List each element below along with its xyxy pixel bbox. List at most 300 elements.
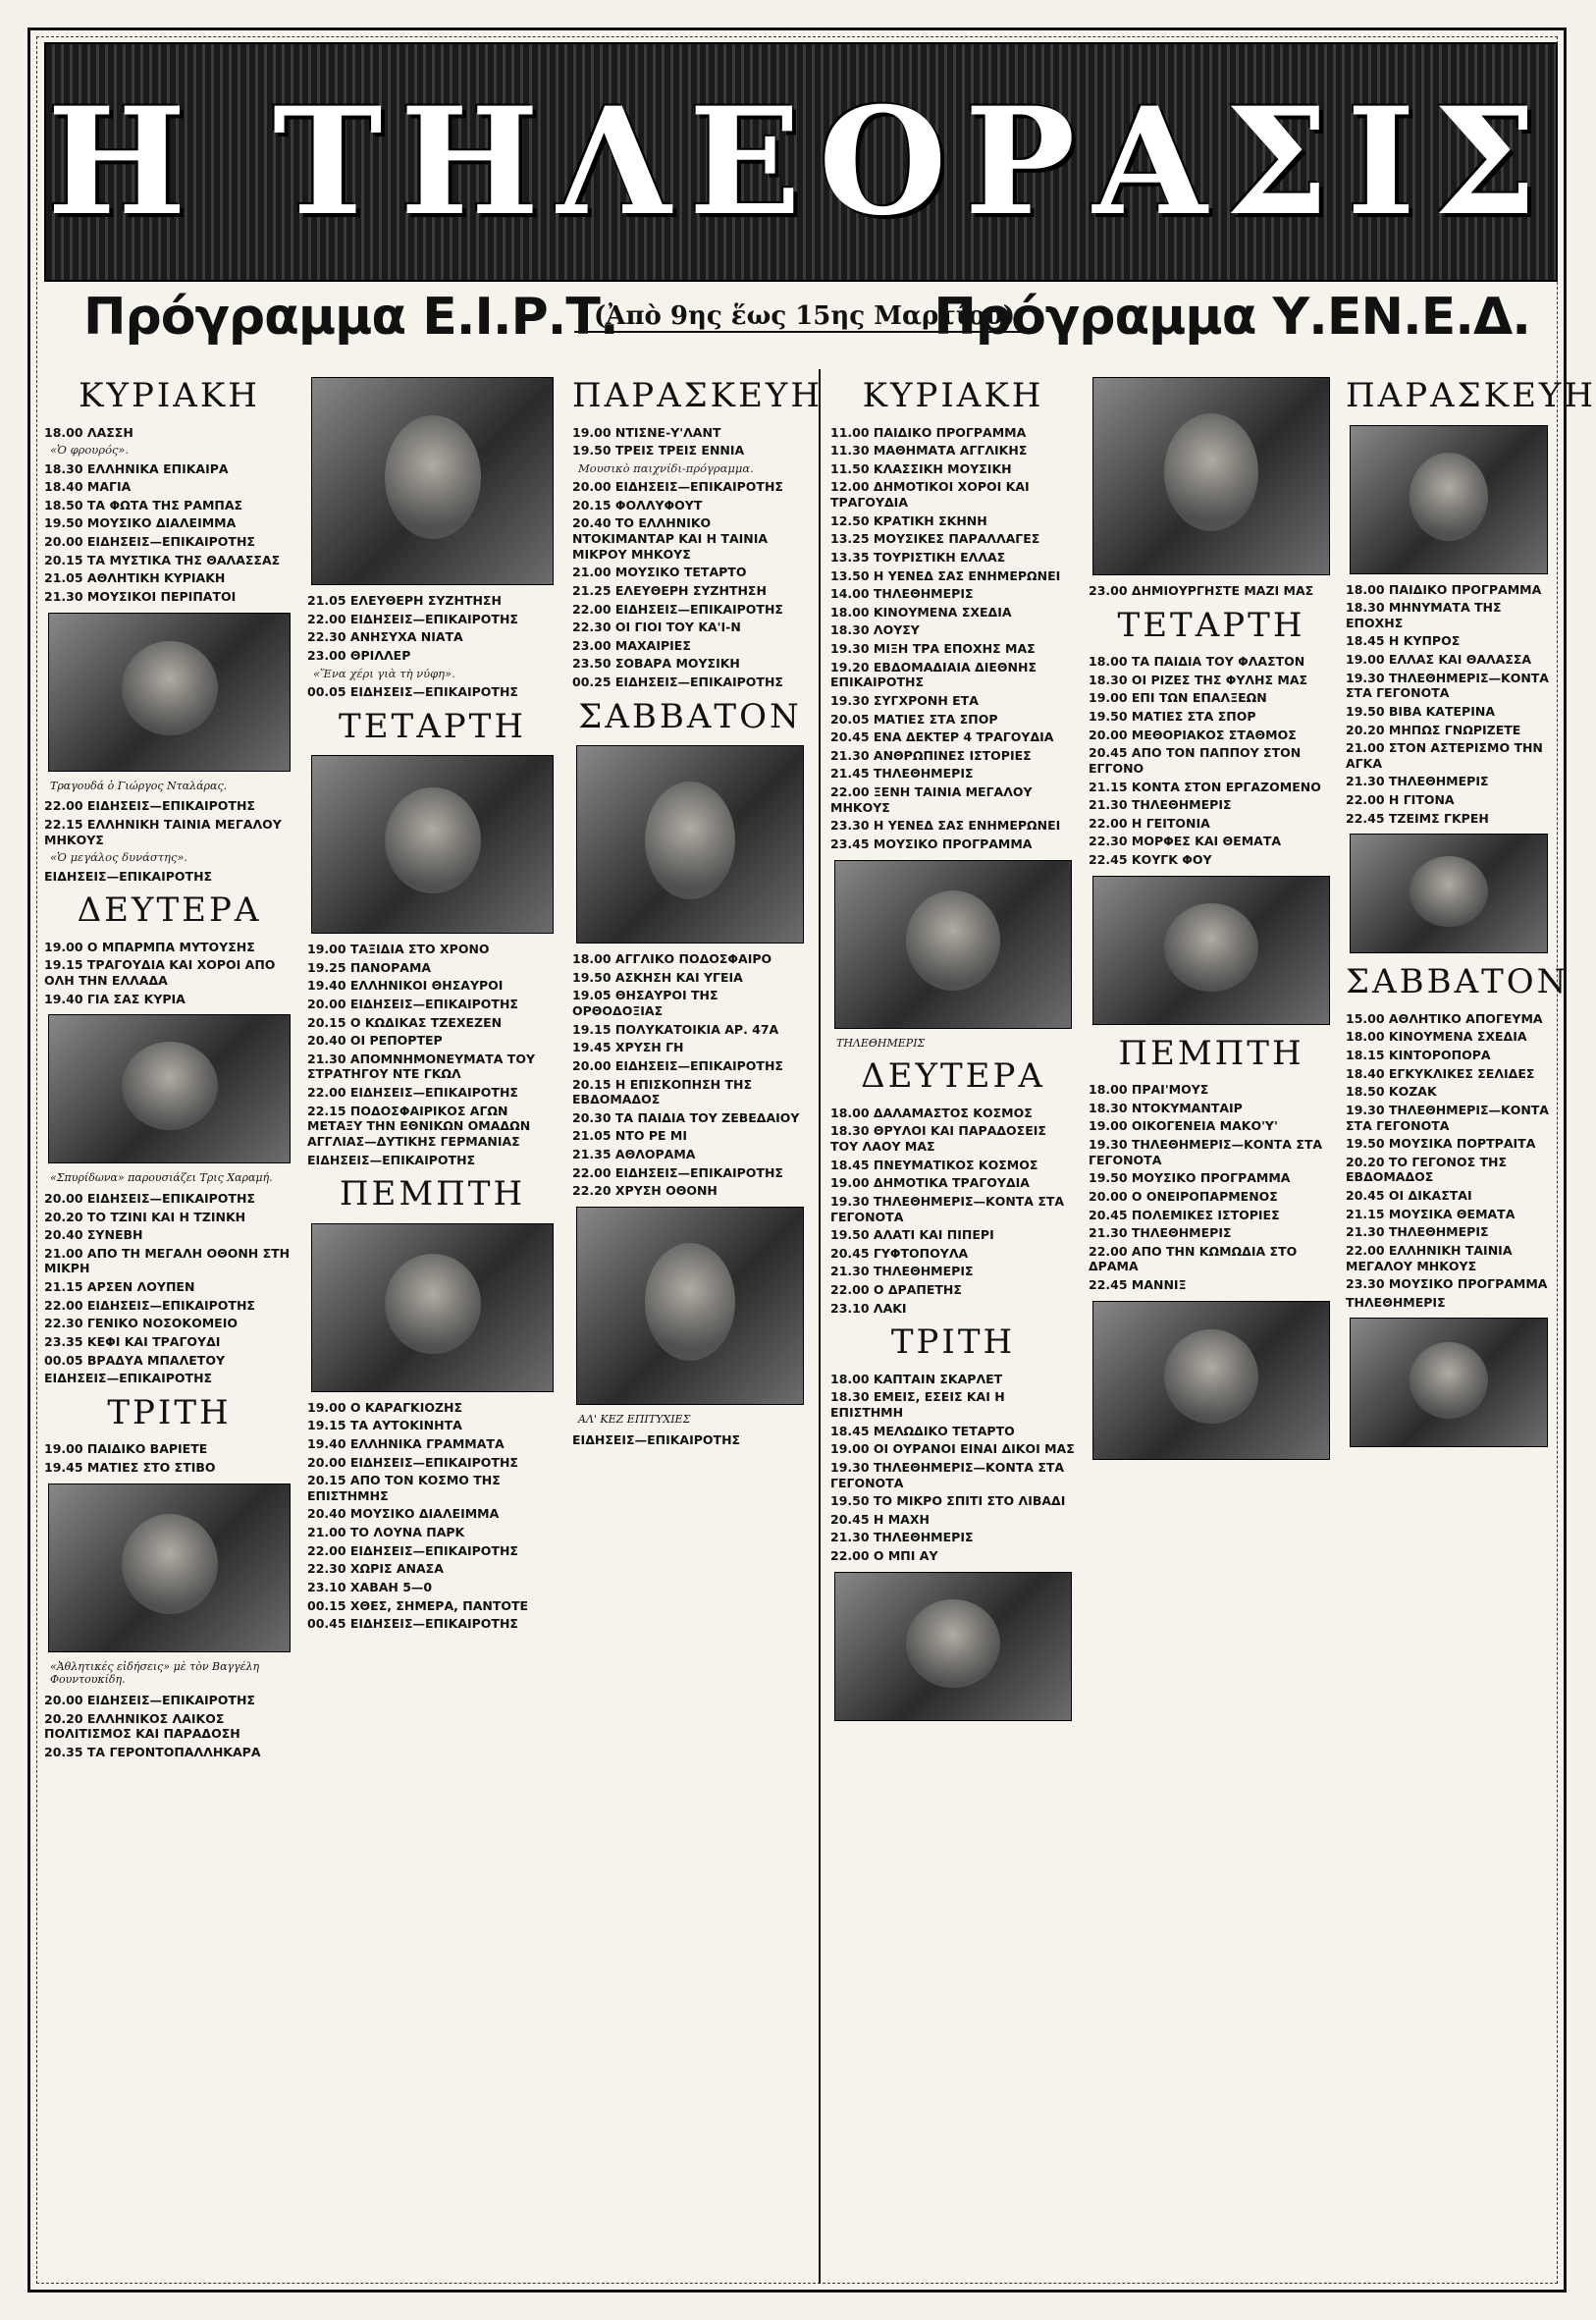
program-listing [44,798,294,814]
program-listing [1089,583,1334,599]
program-title: 19.00 ΕΛΛΑΣ ΚΑΙ ΘΑΛΑΣΣΑ [1346,652,1532,667]
program-title: 23.45 ΜΟΥΣΙΚΟ ΠΡΟΓΡΑΜΜΑ [830,836,1033,851]
day-heading: ΚΥΡΙΑΚΗ [79,376,260,415]
program-listing [307,629,558,645]
program-title: 23.00 ΘΡΙΛΛΕΡ [307,647,411,663]
program-listing [572,1040,808,1055]
day-heading: ΠΑΡΑΣΚΕΥΗ [572,376,823,415]
program-title: 19.40 ΕΛΛΗΝΙΚΟΙ ΘΗΣΑΥΡΟΙ [307,978,504,994]
program-listing [307,1616,558,1632]
program-listing [1346,792,1552,808]
column-4 [830,369,1076,2284]
program-title: 22.00 ΕΙΔΗΣΕΙΣ—ΕΠΙΚΑΙΡΟΤΗΣ [572,601,783,617]
program-title: 22.00 ΕΙΔΗΣΕΙΣ—ΕΠΙΚΑΙΡΟΤΗΣ [307,611,518,626]
program-listing [830,1530,1076,1545]
program-listing [572,970,808,986]
program-title: 11.30 ΜΑΘΗΜΑΤΑ ΑΓΓΛΙΚΗΣ [830,443,1028,459]
program-title: 21.30 ΤΗΛΕΘΗΜΕΡΙΣ [830,1264,974,1279]
program-title: 23.35 ΚΕΦΙ ΚΑΙ ΤΡΑΓΟΥΔΙ [44,1333,221,1349]
program-title: 21.30 ΜΟΥΣΙΚΟΙ ΠΕΡΙΠΑΤΟΙ [44,588,237,604]
program-listing [1089,690,1334,706]
day-heading: ΣΑΒΒΑΤΟΝ [1346,962,1569,1002]
program-title: 19.50 ΒΙΒΑ ΚΑΤΕΡΙΝΑ [1346,703,1495,719]
program-listing [307,1598,558,1614]
program-title: 22.30 ΑΝΗΣΥΧΑ ΝΙΑΤΑ [307,629,463,645]
program-listing [1346,723,1552,738]
program-title: 18.00 ΑΓΓΛΙΚΟ ΠΟΔΟΣΦΑΙΡΟ [572,951,772,967]
photo-caption: ΤΗΛΕΘΗΜΕΡΙΣ [836,1036,926,1050]
program-title: 20.35 ΤΑ ΓΕΡΟΝΤΟΠΑΛΛΗΚΑΡΑ [44,1744,261,1759]
program-title: 19.50 ΑΣΚΗΣΗ ΚΑΙ ΥΓΕΙΑ [572,969,743,985]
banner-title: Η ΤΗΛΕΟΡΑΣΙΣ [46,76,1556,248]
program-description: «Ὁ μεγάλος δυνάστης». [50,850,188,865]
program-title: 18.30 ΜΗΝΥΜΑΤΑ ΤΗΣ ΕΠΟΧΗΣ [1346,600,1502,630]
column-6 [1346,369,1596,2284]
photo [1350,834,1548,953]
program-listing [1346,1224,1552,1240]
program-title: 00.05 ΕΙΔΗΣΕΙΣ—ΕΠΙΚΑΙΡΟΤΗΣ [307,683,518,699]
program-title: 23.00 ΔΗΜΙΟΥΡΓΗΣΤΕ ΜΑΖΙ ΜΑΣ [1089,583,1314,598]
program-title: 19.50 ΤΟ ΜΙΚΡΟ ΣΠΙΤΙ ΣΤΟ ΛΙΒΑΔΙ [830,1493,1066,1509]
program-listing [830,818,1076,834]
program-listing [44,1693,294,1708]
program-title: 20.40 ΜΟΥΣΙΚΟ ΔΙΑΛΕΙΜΜΑ [307,1506,500,1522]
photo [834,1572,1072,1721]
program-title: 19.50 ΜΟΥΣΙΚΟ ΠΡΟΓΡΑΜΜΑ [1089,1170,1291,1186]
program-listing [572,498,808,513]
program-title: 20.45 ΓΥΦΤΟΠΟΥΛΑ [830,1245,969,1261]
photo-caption: «Σπυρίδωνα» παρουσιάζει Τρις Χαραμή. [50,1171,273,1185]
program-title: 18.30 ΘΡΥΛΟΙ ΚΑΙ ΠΑΡΑΔΟΣΕΙΣ ΤΟΥ ΛΑΟΥ ΜΑΣ [830,1123,1046,1154]
program-listing [307,1455,558,1471]
program-listing [1346,671,1552,701]
program-listing [307,997,558,1012]
program-listing [1346,704,1552,720]
program-title: 22.00 ΕΙΔΗΣΕΙΣ—ΕΠΙΚΑΙΡΟΤΗΣ [44,1297,255,1313]
program-listing [830,479,1076,510]
program-listing [1346,1188,1552,1204]
photo [311,1223,554,1392]
program-title: 00.05 ΒΡΑΔΥΑ ΜΠΑΛΕΤΟΥ [44,1352,225,1368]
program-title: 18.00 ΚΑΠΤΑΙΝ ΣΚΑΡΛΕΤ [830,1371,1003,1386]
program-title: 19.00 ΝΤΙΣΝΕ-Υ'ΛΑΝΤ [572,424,721,440]
program-title: 13.50 Η ΥΕΝΕΔ ΣΑΣ ΕΝΗΜΕΡΩΝΕΙ [830,567,1061,583]
program-title: 20.00 ΕΙΔΗΣΕΙΣ—ΕΠΙΚΑΙΡΟΤΗΣ [572,1057,783,1073]
program-title: 21.15 ΚΟΝΤΑ ΣΤΟΝ ΕΡΓΑΖΟΜΕΝΟ [1089,779,1321,794]
program-listing [1346,1103,1552,1133]
program-title: 21.30 ΑΝΘΡΩΠΙΝΕΣ ΙΣΤΟΡΙΕΣ [830,747,1032,763]
program-title: 20.15 ΤΑ ΜΥΣΤΙΚΑ ΤΗΣ ΘΑΛΑΣΣΑΣ [44,552,281,567]
program-listing [830,1493,1076,1509]
program-title: 20.40 ΣΥΝΕΒΗ [44,1227,143,1243]
program-listing [830,1227,1076,1243]
program-listing [1346,633,1552,649]
photo [576,745,804,944]
program-listing [830,748,1076,764]
program-listing [307,1015,558,1031]
program-title: 18.00 ΠΡΑΙ'ΜΟΥΣ [1089,1082,1209,1098]
program-listing [307,1418,558,1433]
program-listing [830,1460,1076,1490]
program-listing [1089,852,1334,868]
program-title: 18.00 ΚΙΝΟΥΜΕΝΑ ΣΧΕΔΙΑ [830,604,1012,620]
photo [1092,1301,1330,1460]
program-title: 20.40 ΟΙ ΡΕΠΟΡΤΕΡ [307,1033,443,1049]
program-title: 20.00 ΜΕΘΟΡΙΑΚΟΣ ΣΤΑΘΜΟΣ [1089,727,1297,742]
program-title: 21.30 ΤΗΛΕΘΗΜΕΡΙΣ [830,1530,974,1545]
program-listing [1089,797,1334,813]
program-title: 21.00 ΑΠΟ ΤΗ ΜΕΓΑΛΗ ΟΘΟΝΗ ΣΤΗ ΜΙΚΡΗ [44,1245,291,1276]
program-title: 20.40 ΤΟ ΕΛΛΗΝΙΚΟ ΝΤΟΚΙΜΑΝΤΑΡ ΚΑΙ Η ΤΑΙΝΙΑ ΜΙΚΡΟΥ ΜΗΚΟΥΣ [572,515,769,562]
program-title: 22.00 ΕΙΔΗΣΕΙΣ—ΕΠΙΚΑΙΡΟΤΗΣ [572,1164,783,1180]
program-title: 23.10 ΧΑΒΑΗ 5—0 [307,1579,433,1594]
program-listing [572,1165,808,1181]
program-title: 19.15 ΠΟΛΥΚΑΤΟΙΚΙΑ ΑΡ. 47Α [572,1021,779,1037]
photo [1092,377,1330,575]
program-listing [307,612,558,627]
program-title: 22.45 ΚΟΥΓΚ ΦΟΥ [1089,852,1212,867]
program-title: 20.00 ΕΙΔΗΣΕΙΣ—ΕΠΙΚΑΙΡΟΤΗΣ [307,996,518,1011]
program-listing [1089,1189,1334,1205]
program-listing [830,1246,1076,1262]
program-listing [1089,1082,1334,1098]
program-listing [44,1353,294,1369]
program-listing [830,836,1076,852]
program-listing [1089,1118,1334,1134]
program-title: 22.00 Ο ΔΡΑΠΕΤΗΣ [830,1282,962,1297]
program-listing [307,648,558,664]
program-title: 11.50 ΚΛΑΣΣΙΚΗ ΜΟΥΣΙΚΗ [830,460,1012,476]
program-title: 19.00 ΟΙΚΟΓΕΝΕΙΑ ΜΑΚΟ'Υ' [1089,1118,1278,1134]
program-title: 18.00 ΤΑ ΠΑΙΔΙΑ ΤΟΥ ΦΛΑΣΤΟΝ [1089,654,1305,670]
program-title: 21.00 ΣΤΟΝ ΑΣΤΕΡΙΣΜΟ ΤΗΝ ΑΓΚΑ [1346,740,1543,771]
program-listing [1089,709,1334,725]
program-listing [572,602,808,618]
program-title: 19.50 ΑΛΑΤΙ ΚΑΙ ΠΙΠΕΡΙ [830,1227,994,1243]
program-title: 19.50 ΜΟΥΣΙΚΟ ΔΙΑΛΕΙΜΜΑ [44,515,237,531]
program-title: 23.10 ΛΑΚΙ [830,1300,907,1316]
program-listing [307,593,558,609]
program-title: 18.30 ΕΛΛΗΝΙΚΑ ΕΠΙΚΑΙΡΑ [44,460,229,476]
program-listing [44,534,294,550]
program-title: 19.15 ΤΑ ΑΥΤΟΚΙΝΗΤΑ [307,1418,462,1433]
column-5 [1089,369,1334,2284]
program-title: 12.00 ΔΗΜΟΤΙΚΟΙ ΧΟΡΟΙ ΚΑΙ ΤΡΑΓΟΥΔΙΑ [830,479,1030,510]
program-title: 21.35 ΑΘΛΟΡΑΜΑ [572,1147,696,1161]
program-title: 19.00 ΤΑΞΙΔΙΑ ΣΤΟ ΧΡΟΝΟ [307,942,490,956]
photo-caption: Τραγουδά ὁ Γιώργος Νταλάρας. [50,779,228,792]
program-title: 15.00 ΑΘΛΗΤΙΚΟ ΑΠΟΓΕΥΜΑ [1346,1010,1543,1026]
program-listing [44,553,294,568]
program-listing [44,425,294,441]
column-1 [44,369,294,2284]
program-title: 19.30 ΤΗΛΕΘΗΜΕΡΙΣ—ΚΟΝΤΑ ΣΤΑ ΓΕΓΟΝΟΤΑ [1346,1102,1549,1133]
program-title: 22.30 ΟΙ ΓΙΟΙ ΤΟΥ ΚΑ'Ι-Ν [572,620,741,635]
photo [576,1207,804,1405]
program-listing [44,1246,294,1276]
program-listing [1346,1029,1552,1045]
photo-caption: ΑΛ' ΚΕΖ ΕΠΙΤΥΧΙΕΣ [578,1412,691,1426]
day-heading: ΠΕΜΠΤΗ [339,1174,526,1214]
program-listing [830,766,1076,782]
program-listing [830,461,1076,477]
program-listing [1346,774,1552,789]
program-listing [307,978,558,994]
program-title: 21.25 ΕΛΕΥΘΕΡΗ ΣΥΖΗΤΗΣΗ [572,582,767,598]
program-listing [307,684,558,700]
program-listing [1346,600,1552,630]
program-listing [572,515,808,562]
program-title: 19.40 ΓΙΑ ΣΑΣ ΚΥΡΙΑ [44,991,186,1006]
photo [1350,425,1548,574]
program-listing [1089,673,1334,688]
program-title: 19.30 ΤΗΛΕΘΗΜΕΡΙΣ—ΚΟΝΤΑ ΣΤΑ ΓΕΓΟΝΟΤΑ [1089,1137,1323,1167]
photo [48,613,291,772]
program-title: 14.00 ΤΗΛΕΘΗΜΕΡΙΣ [830,586,974,602]
program-title: 20.15 Ο ΚΩΔΙΚΑΣ ΤΖΕΧΕΖΕΝ [307,1014,503,1030]
program-listing [44,515,294,531]
program-listing [830,531,1076,547]
program-listing [307,1473,558,1503]
program-listing [1089,1170,1334,1186]
program-title: 20.45 ΑΠΟ ΤΟΝ ΠΑΠΠΟΥ ΣΤΟΝ ΕΓΓΟΝΟ [1089,745,1302,776]
program-title: 20.00 ΕΙΔΗΣΕΙΣ—ΕΠΙΚΑΙΡΟΤΗΣ [572,479,783,495]
program-listing [44,1371,294,1386]
program-listing [1089,1225,1334,1241]
program-listing [1346,1243,1552,1273]
program-listing [830,513,1076,529]
program-listing [307,1104,558,1150]
program-listing [830,443,1076,459]
newspaper-page [27,27,1596,2293]
photo [48,1484,291,1652]
program-title: 21.15 ΜΟΥΣΙΚΑ ΘΕΜΑΤΑ [1346,1206,1516,1221]
program-listing [830,660,1076,690]
program-listing [1346,811,1552,827]
program-title: 19.00 Ο ΜΠΑΡΜΠΑ ΜΥΤΟΥΣΗΣ [44,939,255,954]
program-listing [830,1372,1076,1387]
program-title: 22.30 ΜΟΡΦΕΣ ΚΑΙ ΘΕΜΑΤΑ [1089,834,1282,849]
program-title: 21.30 ΤΗΛΕΘΗΜΕΡΙΣ [1346,774,1489,789]
program-listing [1346,1276,1552,1292]
program-title: 19.45 ΜΑΤΙΕΣ ΣΤΟ ΣΤΙΒΟ [44,1459,216,1475]
program-listing [1346,1011,1552,1027]
program-title: 20.45 ΕΝΑ ΔΕΚΤΕΡ 4 ΤΡΑΓΟΥΔΙΑ [830,729,1054,745]
program-title: 19.30 ΣΥΓΧΡΟΝΗ ΕΤΑ [830,692,979,708]
day-heading: ΠΑΡΑΣΚΕΥΗ [1346,376,1596,415]
program-title: 19.00 ΟΙ ΟΥΡΑΝΟΙ ΕΙΝΑΙ ΔΙΚΟΙ ΜΑΣ [830,1441,1075,1457]
program-listing [307,960,558,976]
program-title: 18.50 ΤΑ ΦΩΤΑ ΤΗΣ ΡΑΜΠΑΣ [44,497,243,513]
program-listing [572,583,808,599]
program-listing [830,1512,1076,1528]
program-listing [830,712,1076,728]
day-heading: ΔΕΥΤΕΡΑ [861,1056,1045,1097]
program-listing [44,940,294,955]
program-listing [572,1432,808,1448]
program-title: 18.40 ΜΑΓΙΑ [44,479,132,495]
program-headers [44,288,1554,356]
program-title: 22.45 ΜΑΝΝΙΞ [1089,1277,1187,1292]
program-title: 22.00 ΞΕΝΗ ΤΑΙΝΙΑ ΜΕΓΑΛΟΥ ΜΗΚΟΥΣ [830,784,1033,815]
program-listing [307,1436,558,1452]
day-heading: ΠΕΜΠΤΗ [1118,1033,1304,1073]
program-title: 22.00 ΕΙΔΗΣΕΙΣ—ΕΠΙΚΑΙΡΟΤΗΣ [44,798,255,814]
program-title: 19.50 ΜΟΥΣΙΚΑ ΠΟΡΤΡΑΙΤΑ [1346,1136,1536,1152]
program-title: 18.50 ΚΟΖΑΚ [1346,1084,1437,1100]
network-divider [819,369,821,2284]
program-title: 18.30 ΛΟΥΣΥ [830,622,920,638]
program-title: 19.50 ΜΑΤΙΕΣ ΣΤΑ ΣΠΟΡ [1089,709,1256,724]
program-title: 19.00 ΕΠΙ ΤΩΝ ΕΠΑΛΞΕΩΝ [1089,690,1267,706]
program-title: 21.05 ΕΛΕΥΘΕΡΗ ΣΥΖΗΤΗΣΗ [307,593,502,608]
program-listing [44,479,294,495]
day-heading: ΤΡΙΤΗ [107,1392,232,1432]
program-title: 23.50 ΣΟΒΑΡΑ ΜΟΥΣΙΚΗ [572,656,740,672]
program-listing [307,1543,558,1559]
program-title: 21.30 ΤΗΛΕΘΗΜΕΡΙΣ [1089,797,1232,813]
program-description: Μουσικὸ παιχνίδι-πρόγραμμα. [578,460,754,475]
program-listing [44,1711,294,1742]
program-listing [44,869,294,885]
program-listing [572,1022,808,1038]
program-listing [830,568,1076,584]
program-title: 22.30 ΓΕΝΙΚΟ ΝΟΣΟΚΟΜΕΙΟ [44,1316,238,1331]
program-title: 22.00 Ο ΜΠΙ ΑΥ [830,1548,938,1563]
program-listing [307,1580,558,1595]
program-listing [1346,1136,1552,1152]
program-listing [1089,1137,1334,1167]
program-title: 18.00 ΠΑΙΔΙΚΟ ΠΡΟΓΡΑΜΜΑ [1346,581,1542,597]
program-listing [44,1441,294,1457]
program-listing [1346,652,1552,668]
program-listing [830,622,1076,638]
program-listing [1346,582,1552,598]
program-listing [830,1301,1076,1317]
program-listing [307,1400,558,1416]
program-listing [572,1147,808,1162]
program-listing [830,1175,1076,1191]
program-title: 19.30 ΤΗΛΕΘΗΜΕΡΙΣ—ΚΟΝΤΑ ΣΤΑ ΓΕΓΟΝΟΤΑ [830,1459,1065,1490]
program-listing [1089,780,1334,795]
program-listing [572,638,808,654]
program-listing [1346,1048,1552,1063]
program-title: 20.00 ΕΙΔΗΣΕΙΣ—ΕΠΙΚΑΙΡΟΤΗΣ [44,534,255,549]
program-title: 20.05 ΜΑΤΙΕΣ ΣΤΑ ΣΠΟΡ [830,711,998,727]
program-title: 19.20 ΕΒΔΟΜΑΔΙΑΙΑ ΔΙΕΘΝΗΣ ΕΠΙΚΑΙΡΟΤΗΣ [830,659,1037,690]
program-title: 19.05 ΘΗΣΑΥΡΟΙ ΤΗΣ ΟΡΘΟΔΟΞΙΑΣ [572,988,718,1018]
program-title: 18.00 ΛΑΣΣΗ [44,424,133,440]
program-listing [572,1077,808,1107]
program-listing [44,992,294,1007]
program-listing [1089,816,1334,832]
program-listing [830,605,1076,620]
yened-header: Πρόγραμμα Υ.ΕΝ.Ε.Δ. [933,288,1530,347]
program-listing [572,988,808,1018]
program-title: 20.20 ΤΟ ΤΖΙΝΙ ΚΑΙ Η ΤΖΙΝΚΗ [44,1209,246,1224]
program-title: 20.30 ΤΑ ΠΑΙΔΙΑ ΤΟΥ ΖΕΒΕΔΑΙΟΥ [572,1109,800,1125]
program-title: 21.05 ΑΘΛΗΤΙΚΗ ΚΥΡΙΑΚΗ [44,570,226,586]
program-title: 22.00 Η ΓΙΤΟΝΑ [1346,792,1455,807]
day-heading: ΤΕΤΑΡΤΗ [1117,605,1305,645]
date-range: (Ἀπὸ 9ης ἕως 15ης Μαρτίου) [574,301,1035,333]
program-title: 21.30 ΤΗΛΕΘΗΜΕΡΙΣ [1089,1225,1232,1241]
program-title: 22.15 ΕΛΛΗΝΙΚΗ ΤΑΙΝΙΑ ΜΕΓΑΛΟΥ ΜΗΚΟΥΣ [44,816,282,847]
program-listing [1346,740,1552,771]
day-heading: ΚΥΡΙΑΚΗ [862,376,1044,415]
program-title: 20.45 ΟΙ ΔΙΚΑΣΤΑΙ [1346,1188,1472,1203]
program-listing [572,1110,808,1126]
program-listing [44,1745,294,1760]
program-title: 20.20 ΜΗΠΩΣ ΓΝΩΡΙΖΕΤΕ [1346,722,1521,737]
column-3 [572,369,823,2284]
program-title: 20.00 ΕΙΔΗΣΕΙΣ—ΕΠΙΚΑΙΡΟΤΗΣ [44,1190,255,1206]
program-listing [830,1424,1076,1439]
program-title: 22.00 ΕΙΔΗΣΕΙΣ—ΕΠΙΚΑΙΡΟΤΗΣ [307,1085,518,1100]
photo [1350,1318,1548,1447]
program-title: 00.15 ΧΘΕΣ, ΣΗΜΕΡΑ, ΠΑΝΤΟΤΕ [307,1597,529,1613]
program-listing [830,693,1076,709]
program-listing [1346,1295,1552,1311]
program-listing [830,1158,1076,1173]
program-description: «Ἕνα χέρι γιὰ τὴ νύφη». [313,666,455,680]
program-listing [44,957,294,988]
program-listing [572,1128,808,1144]
program-listing [307,1506,558,1522]
program-listing [830,1282,1076,1298]
program-title: 18.30 ΟΙ ΡΙΖΕΣ ΤΗΣ ΦΥΛΗΣ ΜΑΣ [1089,672,1308,687]
day-heading: ΣΑΒΒΑΤΟΝ [578,696,802,736]
program-listing [307,1153,558,1168]
program-title: 00.45 ΕΙΔΗΣΕΙΣ—ΕΠΙΚΑΙΡΟΤΗΣ [307,1616,518,1632]
program-listing [572,674,808,690]
program-title: 22.00 ΑΠΟ ΤΗΝ ΚΩΜΩΔΙΑ ΣΤΟ ΔΡΑΜΑ [1089,1243,1298,1274]
program-title: 21.30 ΑΠΟΜΝΗΜΟΝΕΥΜΑΤΑ ΤΟΥ ΣΤΡΑΤΗΓΟΥ ΝΤΕ ΓΚΩΛ [307,1051,536,1082]
program-listing [1346,1207,1552,1222]
photo [48,1014,291,1163]
program-title: 22.30 ΧΩΡΙΣ ΑΝΑΣΑ [307,1561,444,1577]
program-listing [572,951,808,967]
program-listing [830,425,1076,441]
photo-caption: «Ἀθλητικές εἰδήσεις» μὲ τὸν Βαγγέλη Φουντουκίδη. [50,1659,260,1687]
program-listing [1089,1244,1334,1274]
photo [1092,876,1330,1025]
photo [311,377,554,585]
program-title: 20.15 ΑΠΟ ΤΟΝ ΚΟΣΜΟ ΤΗΣ ΕΠΙΣΤΗΜΗΣ [307,1473,501,1503]
program-listing [1089,1101,1334,1116]
program-title: 18.45 Η ΚΥΠΡΟΣ [1346,633,1461,649]
program-listing [1089,745,1334,776]
program-title: ΕΙΔΗΣΕΙΣ—ΕΠΙΚΑΙΡΟΤΗΣ [572,1431,741,1447]
program-listing [44,1460,294,1476]
program-title: 19.30 ΤΗΛΕΘΗΜΕΡΙΣ—ΚΟΝΤΑ ΣΤΑ ΓΕΓΟΝΟΤΑ [830,1193,1065,1224]
program-title: 18.00 ΚΙΝΟΥΜΕΝΑ ΣΧΕΔΙΑ [1346,1029,1527,1045]
column-2 [307,369,558,2284]
program-title: 19.15 ΤΡΑΓΟΥΔΙΑ ΚΑΙ ΧΟΡΟΙ ΑΠΟ ΟΛΗ ΤΗΝ ΕΛΛΑΔΑ [44,957,276,988]
program-title: 19.00 Ο ΚΑΡΑΓΚΙΟΖΗΣ [307,1399,463,1415]
program-listing [44,1316,294,1331]
program-listing [830,550,1076,566]
program-title: 00.25 ΕΙΔΗΣΕΙΣ—ΕΠΙΚΑΙΡΟΤΗΣ [572,674,783,689]
program-title: ΤΗΛΕΘΗΜΕΡΙΣ [1346,1294,1446,1310]
program-title: 19.00 ΔΗΜΟΤΙΚΑ ΤΡΑΓΟΥΔΙΑ [830,1175,1030,1191]
program-listing [830,784,1076,815]
program-listing [1089,728,1334,743]
program-listing [44,1227,294,1243]
program-title: 23.30 Η ΥΕΝΕΔ ΣΑΣ ΕΝΗΜΕΡΩΝΕΙ [830,818,1061,834]
program-listing [1346,1084,1552,1100]
program-title: 19.45 ΧΡΥΣΗ ΓΗ [572,1040,684,1055]
